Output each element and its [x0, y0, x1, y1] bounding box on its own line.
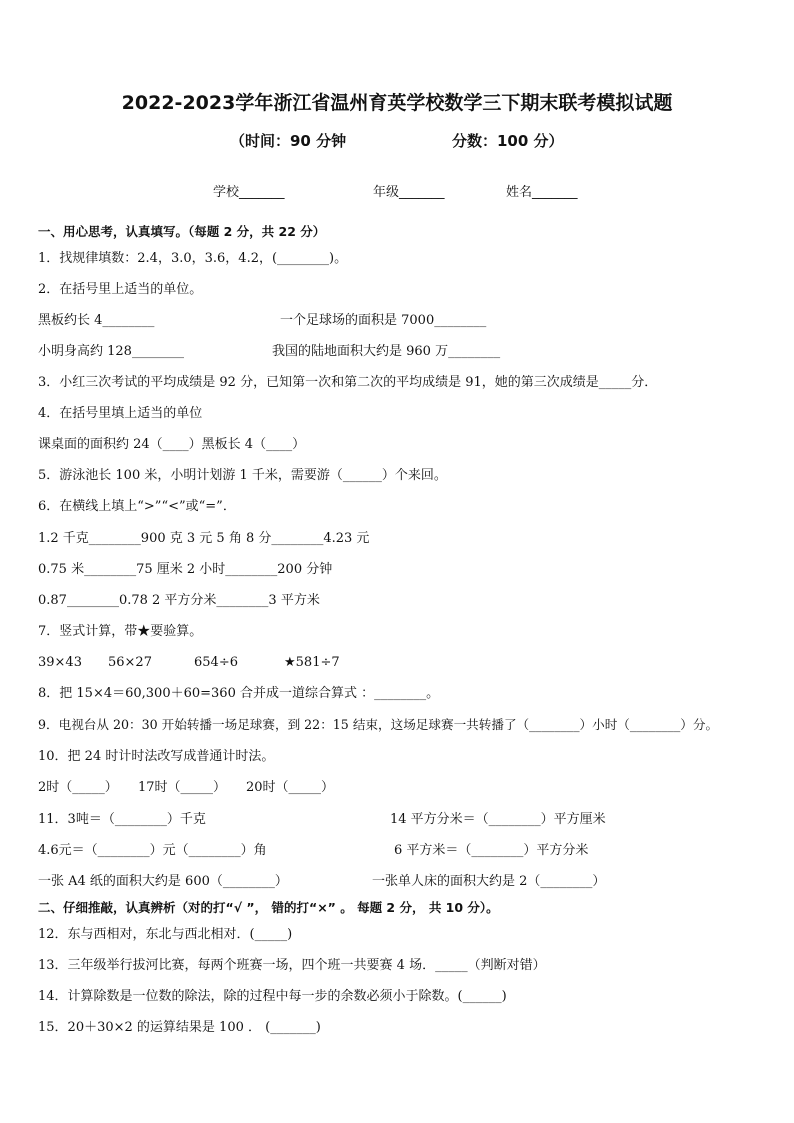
question-10c: 20时（_____）	[246, 780, 335, 795]
question-6: 6．在横线上填上“>”“<”或“=”．	[38, 499, 236, 514]
page-title: 2022-2023学年浙江省温州育英学校数学三下期末联考模拟试题	[121, 92, 673, 114]
question-11b: 14 平方分米＝（________）平方厘米	[390, 812, 606, 827]
question-4: 4．在括号里填上适当的单位	[38, 406, 203, 421]
question-6b: 0.75 米________75 厘米 2 小时________200 分钟	[38, 562, 333, 577]
question-11e: 一张 A4 纸的面积大约是 600（________）	[38, 874, 288, 889]
total-score: 分数：100 分）	[452, 132, 564, 150]
question-11c: 4.6元＝（________）元（________）角	[38, 843, 267, 858]
school-field[interactable]: 学校_______	[213, 185, 285, 200]
question-2d: 我国的陆地面积大约是 960 万________	[272, 344, 501, 359]
question-15: 15．20＋30×2 的运算结果是 100 ． (_______)	[38, 1020, 321, 1035]
question-2b: 一个足球场的面积是 7000________	[280, 313, 487, 328]
calc-1: 39×43	[38, 655, 82, 670]
question-8: 8．把 15×4＝60,300＋60=360 合并成一道综合算式 ：________。	[38, 686, 440, 701]
question-7: 7．竖式计算，带★要验算。	[38, 624, 203, 639]
question-2: 2．在括号里上适当的单位。	[38, 282, 203, 297]
question-11f: 一张单人床的面积大约是 2（________）	[372, 874, 606, 889]
question-6c: 0.87________0.78 2 平方分米________3 平方米	[38, 593, 320, 608]
question-14: 14．计算除数是一位数的除法，除的过程中每一步的余数必须小于除数。(______)	[38, 989, 507, 1004]
question-10b: 17时（_____）	[138, 780, 227, 795]
question-3: 3．小红三次考试的平均成绩是 92 分，已知第一次和第二次的平均成绩是 91，她的第三次成绩是_____分．	[38, 375, 658, 390]
time-limit: （时间：90 分钟	[230, 132, 347, 150]
question-11a: 11．3吨＝（________）千克	[38, 812, 206, 827]
question-10: 10．把 24 时计时法改写成普通计时法。	[38, 749, 275, 764]
question-13: 13．三年级举行拔河比赛，每两个班赛一场，四个班一共要赛 4 场．_____（判断对错）	[38, 958, 546, 973]
question-5: 5．游泳池长 100 米，小明计划游 1 千米，需要游（______）个来回。	[38, 468, 447, 483]
question-1: 1．找规律填数：2.4，3.0，3.6，4.2，(________)。	[38, 251, 348, 266]
question-6a: 1.2 千克________900 克 3 元 5 角 8 分________4.23 元	[38, 531, 370, 546]
question-2c: 小明身高约 128________	[38, 344, 184, 359]
question-2a: 黑板约长 4________	[38, 313, 155, 328]
grade-field[interactable]: 年级_______	[373, 185, 445, 200]
calc-2: 56×27	[108, 655, 152, 670]
question-11d: 6 平方米＝（________）平方分米	[394, 843, 589, 858]
question-4a: 课桌面的面积约 24（____）黑板长 4（____）	[38, 437, 306, 452]
question-12: 12．东与西相对，东北与西北相对．(_____)	[38, 927, 293, 942]
section-2-heading: 二、仔细推敲，认真辨析（对的打“√ ”， 错的打“×” 。 每题 2 分， 共 10 分）。	[38, 900, 499, 915]
section-1-heading: 一、用心思考，认真填写。（每题 2 分，共 22 分）	[38, 224, 326, 239]
calc-3: 654÷6	[194, 655, 238, 670]
name-field[interactable]: 姓名_______	[506, 185, 578, 200]
question-10a: 2时（_____）	[38, 780, 118, 795]
calc-4: ★581÷7	[284, 655, 340, 670]
question-9: 9．电视台从 20：30 开始转播一场足球赛，到 22：15 结束，这场足球赛一共转播了（________）小时（________）分。	[38, 717, 719, 732]
